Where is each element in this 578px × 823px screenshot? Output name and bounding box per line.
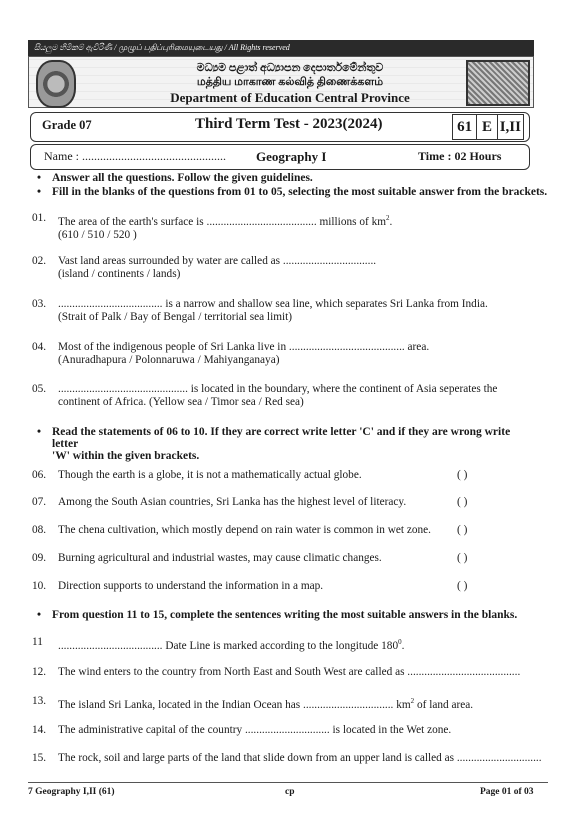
subject-title: Geography I [256,149,327,164]
code-medium: E [477,115,497,139]
name-field[interactable]: Name : ................................................ [44,149,226,163]
question-03-options: (Strait of Palk / Bay of Bengal / territorial sea limit) [58,311,293,323]
answer-bracket-08[interactable]: ( ) [457,524,468,536]
question-04: 04. Most of the indigenous people of Sri Lanka live in ......................................... area. (Anuradhapura / Polonnaruwa / Mahiyanganaya) [32,341,430,366]
paper-code-box [452,114,524,140]
answer-bracket-06[interactable]: ( ) [457,469,468,481]
instruction-section-3: • From question 11 to 15, complete the sentences writing the most suitable answers in the blanks. [37,609,518,621]
question-11: 11 ..................................... Date Line is marked according to the longitude $180^0$. [32,636,405,652]
answer-bracket-09[interactable]: ( ) [457,552,468,564]
footer-page-number: Page 01 of 03 [480,787,534,797]
header-sinhala: මධ්‍යම පළාත් අධ්‍යාපන දෙපාර්තමේන්තුව [196,62,384,74]
question-05-options: continent of Africa. (Yellow sea / Timor sea / Red sea) [58,396,304,408]
question-02: 02. Vast land areas surrounded by water are called as ................................. (island / continents / lands) [32,255,377,280]
grade-label: Grade 07 [42,118,92,132]
question-09: 09. Burning agricultural and industrial wastes, may cause climatic changes. [32,552,382,564]
question-13: 13. The island Sri Lanka, located in the Indian Ocean has ................................ $km^2$ of land area. [32,695,474,711]
answer-bracket-07[interactable]: ( ) [457,496,468,508]
instruction-2: • Fill in the blanks of the questions from 01 to 05, selecting the most suitable answer from the brackets. [37,186,548,198]
code-number: 61 [453,115,477,139]
question-08: 08. The chena cultivation, which mostly depend on rain water is common in wet zone. [32,524,432,536]
question-03: 03. ..................................... is a narrow and shallow sea line, which separates Sri Lanka from India. (Strait of Palk / Bay of Bengal / territorial sea limit) [32,298,488,323]
footer-paper-code: 7 Geography I,II (61) [28,787,115,797]
province-emblem-icon [466,60,530,106]
question-07: 07. Among the South Asian countries, Sri Lanka has the highest level of literacy. [32,496,407,508]
footer-center: cp [285,787,295,797]
question-10: 10. Direction supports to understand the information in a map. [32,580,324,592]
answer-bracket-10[interactable]: ( ) [457,580,468,592]
question-05: 05. .............................................. is located in the boundary, where the continent of Asia seperates the continent of Africa. (Yellow sea / Timor sea / Red sea) [32,383,498,408]
rights-banner: සියලුම හිමිකම් ඇවිරිණි / முழுப் பதிப்புரிமையுடையது / All Rights reserved [28,40,534,56]
question-06: 06. Though the earth is a globe, it is not a mathematically actual globe. [32,469,362,481]
question-01-options: (610 / 510 / 520 ) [58,228,137,241]
time-label: Time : 02 Hours [418,149,502,163]
sri-lanka-crest-icon [36,60,76,108]
question-14: 14. The administrative capital of the country .............................. is located in the Wet zone. [32,724,452,736]
header-tamil: மத்திய மாகாண கல்வித் திணைக்களம் [196,76,384,88]
question-01: 01. The area of the earth's surface is ....................................... millions of $km^2$. (610 / 510 / 520 ) [32,212,393,241]
term-title: Third Term Test - 2023(2024) [195,116,383,132]
question-02-options: (island / continents / lands) [58,268,181,280]
code-part: I,II [499,118,521,135]
instruction-section-2: • Read the statements of 06 to 10. If they are correct write letter 'C' and if they are wrong write letter 'W' within the given brackets. [37,426,511,462]
instruction-1: • Answer all the questions. Follow the given guidelines. [37,172,313,184]
question-04-options: (Anuradhapura / Polonnaruwa / Mahiyanganaya) [58,354,280,366]
header-english: Department of Education Central Province [170,90,410,105]
footer-divider [28,782,548,783]
question-15: 15. The rock, soil and large parts of the land that slide down from an upper land is called as .............................. [32,752,542,764]
question-12: 12. The wind enters to the country from North East and South West are called as ........................................ [32,666,521,678]
